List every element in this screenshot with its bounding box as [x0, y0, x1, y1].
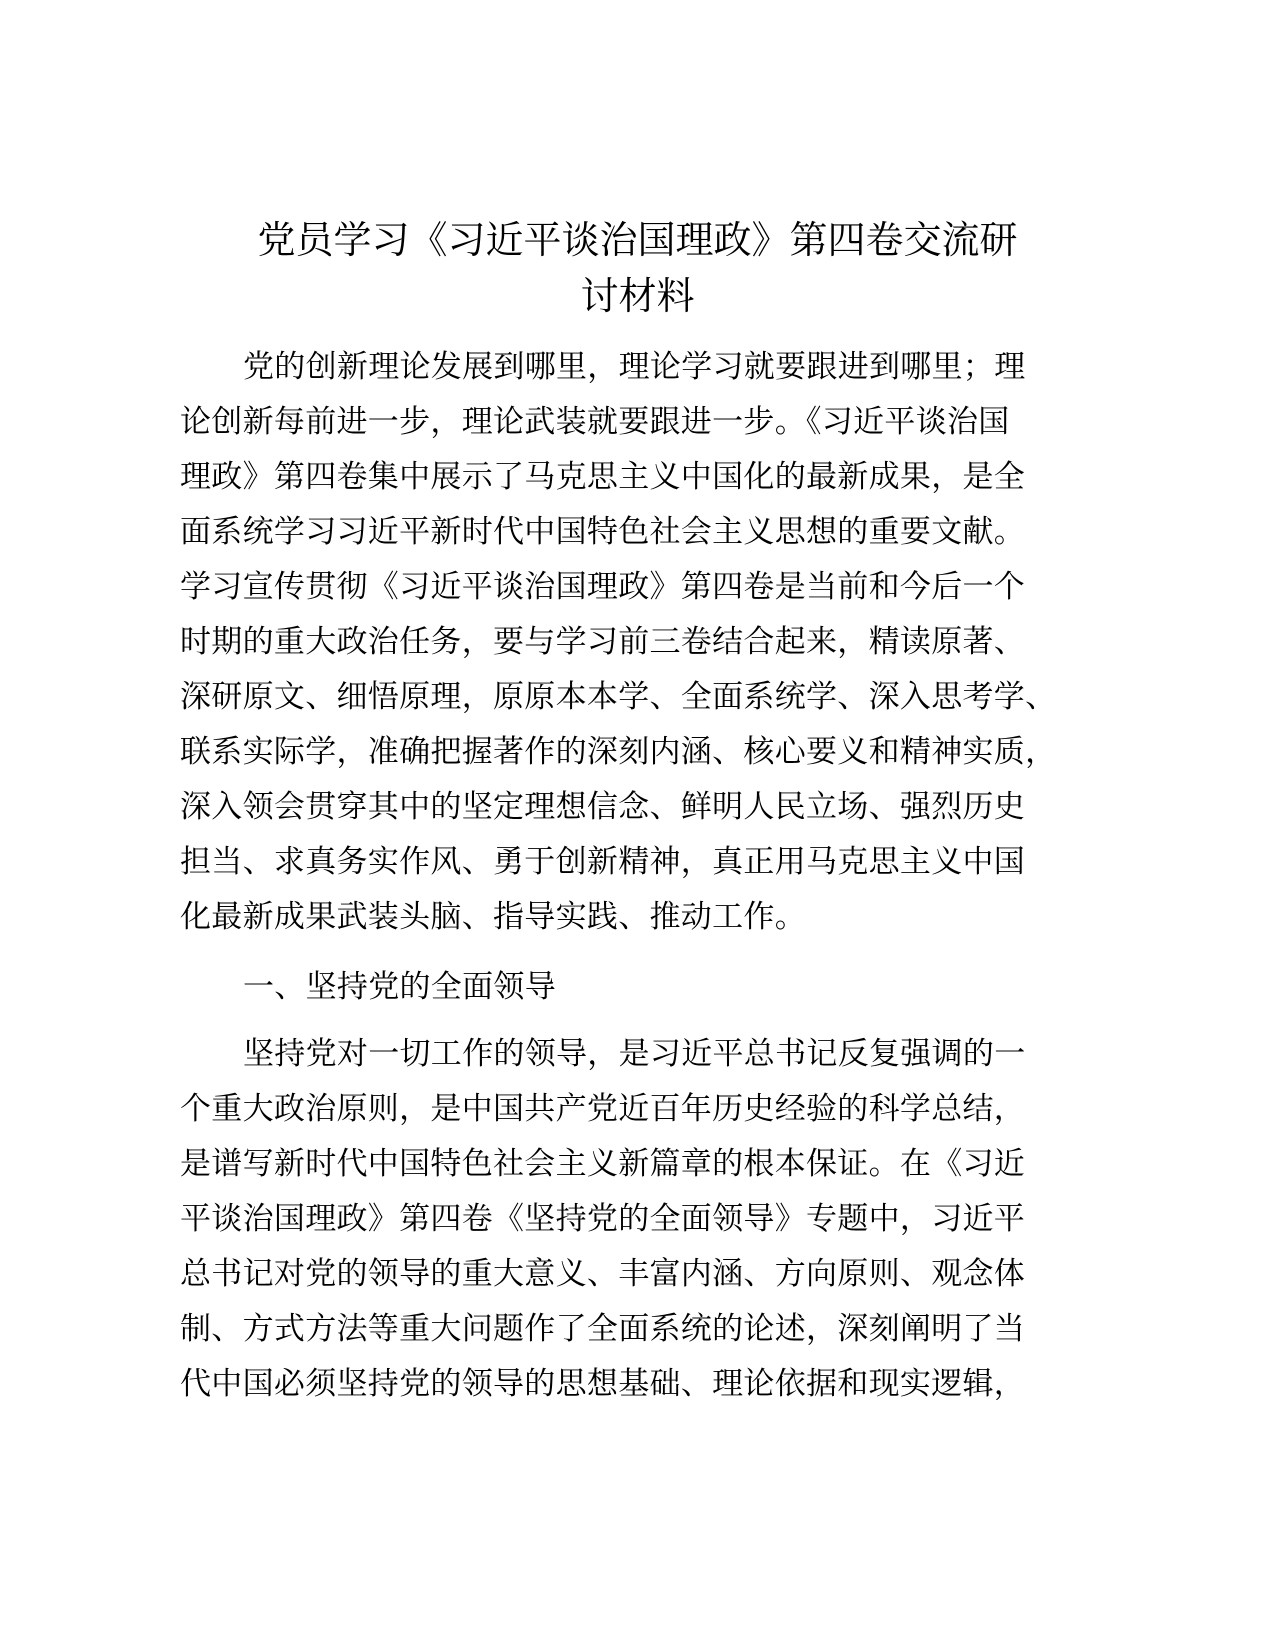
paragraph-line: 是谱写新时代中国特色社会主义新篇章的根本保证。在《习近	[180, 1146, 1026, 1182]
document-title-line-1: 党员学习《习近平谈治国理政》第四卷交流研	[257, 218, 1018, 262]
paragraph-line: 党的创新理论发展到哪里，理论学习就要跟进到哪里；理	[243, 349, 1026, 385]
paragraph-line: 总书记对党的领导的重大意义、丰富内涵、方向原则、观念体	[180, 1256, 1026, 1292]
paragraph-line: 制、方式方法等重大问题作了全面系统的论述，深刻阐明了当	[180, 1311, 1026, 1347]
paragraph-line: 代中国必须坚持党的领导的思想基础、理论依据和现实逻辑，	[180, 1366, 1026, 1402]
paragraph-line: 担当、求真务实作风、勇于创新精神，真正用马克思主义中国	[180, 844, 1026, 880]
paragraph-line: 深入领会贯穿其中的坚定理想信念、鲜明人民立场、强烈历史	[180, 789, 1026, 825]
paragraph-line: 面系统学习习近平新时代中国特色社会主义思想的重要文献。	[180, 514, 1026, 550]
paragraph-line: 理政》第四卷集中展示了马克思主义中国化的最新成果，是全	[180, 459, 1026, 495]
paragraph-line: 论创新每前进一步，理论武装就要跟进一步。《习近平谈治国	[180, 404, 1010, 440]
paragraph-line: 联系实际学，准确把握著作的深刻内涵、核心要义和精神实质，	[180, 734, 1057, 770]
paragraph-line: 时期的重大政治任务，要与学习前三卷结合起来，精读原著、	[180, 624, 1026, 660]
document-title-line-2: 讨材料	[580, 274, 695, 318]
section-heading: 一、坚持党的全面领导	[243, 969, 556, 1005]
paragraph-line: 学习宣传贯彻《习近平谈治国理政》第四卷是当前和今后一个	[180, 569, 1026, 605]
paragraph-line: 坚持党对一切工作的领导，是习近平总书记反复强调的一	[243, 1036, 1026, 1072]
paragraph-line: 个重大政治原则，是中国共产党近百年历史经验的科学总结，	[180, 1091, 1026, 1127]
paragraph-line: 深研原文、细悟原理，原原本本学、全面系统学、深入思考学、	[180, 679, 1057, 715]
paragraph-line: 化最新成果武装头脑、指导实践、推动工作。	[180, 899, 806, 935]
paragraph-line: 平谈治国理政》第四卷《坚持党的全面领导》专题中，习近平	[180, 1201, 1026, 1237]
